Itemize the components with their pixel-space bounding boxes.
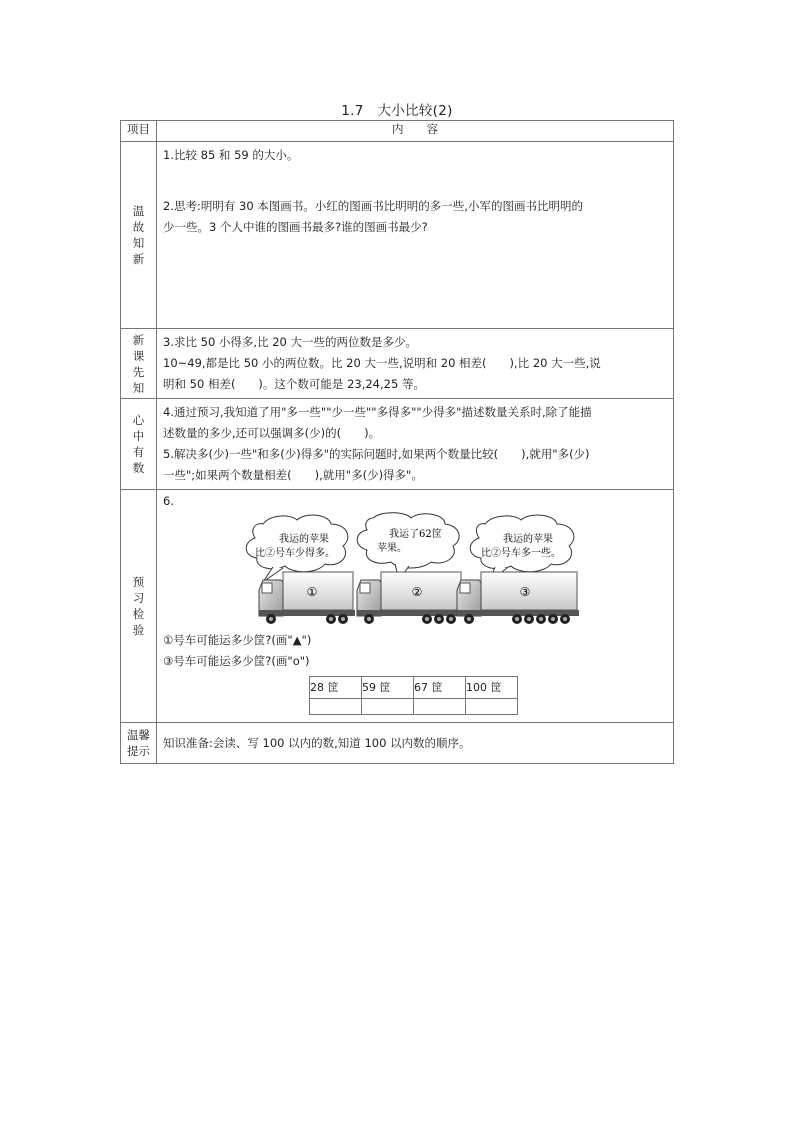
header-content: 内 容 xyxy=(157,121,674,142)
trucks-illustration xyxy=(163,512,668,630)
answer-cell[interactable] xyxy=(466,699,518,715)
question-4-line-1: 4.通过预习,我知道了用"多一些""少一些""多得多""少得多"描述数量关系时,除了能描 xyxy=(163,405,592,419)
row-label-new: 新 课 先 知 xyxy=(121,329,157,399)
truck-3-number: ③ xyxy=(519,585,531,599)
question-2-line-2: 少一些。3 个人中谁的图画书最多?谁的图画书最少? xyxy=(163,220,428,234)
header-item: 项目 xyxy=(121,121,157,142)
speech-bubble-2 xyxy=(357,513,459,580)
row-mind xyxy=(121,399,674,490)
bubble-1-line-2: 比②号车少得多。 xyxy=(255,548,335,559)
question-1: 1.比较 85 和 59 的大小。 xyxy=(163,148,299,162)
row-content-review xyxy=(157,142,674,329)
header-row xyxy=(121,121,674,142)
question-2-line-1: 2.思考:明明有 30 本图画书。小红的图画书比明明的多一些,小军的图画书比明明的 xyxy=(163,199,583,213)
row-content-preview xyxy=(157,490,674,723)
option-28: 28 筐 xyxy=(310,677,362,699)
truck-2 xyxy=(357,572,463,624)
truck-2-number: ② xyxy=(411,585,423,599)
row-label-mind: 心 中 有 数 xyxy=(121,399,157,490)
row-content-tip xyxy=(157,723,674,764)
tip-text: 知识准备:会读、写 100 以内的数,知道 100 以内数的顺序。 xyxy=(163,735,471,750)
question-3-line-1: 3.求比 50 小得多,比 20 大一些的两位数是多少。 xyxy=(163,335,418,349)
answer-cell[interactable] xyxy=(414,699,466,715)
question-6: 6. xyxy=(163,494,174,508)
row-label-tip: 温馨 提示 xyxy=(121,723,157,764)
row-content-new xyxy=(157,329,674,399)
answer-cell[interactable] xyxy=(362,699,414,715)
bubble-1-line-1: 我运的苹果 xyxy=(279,534,329,545)
row-preview xyxy=(121,490,674,723)
sub-question-1: ①号车可能运多少筐?(画"▲") xyxy=(163,633,312,647)
question-5-line-2: 一些";如果两个数量相差( ),就用"多(少)得多"。 xyxy=(163,468,423,482)
page-title: 1.7 大小比较(2) xyxy=(341,103,453,119)
question-5-line-1: 5.解决多(少)一些"和多(少)得多"的实际问题时,如果两个数量比较( ),就用"多(少) xyxy=(163,447,590,461)
truck-3 xyxy=(457,572,579,624)
bubble-3-line-2: 比②号车多一些。 xyxy=(481,548,561,559)
row-review xyxy=(121,142,674,329)
option-67: 67 筐 xyxy=(414,677,466,699)
sub-question-2: ③号车可能运多少筐?(画"o") xyxy=(163,654,310,668)
bubble-2-line-2: 苹果。 xyxy=(377,543,407,554)
trucks-svg xyxy=(163,512,673,630)
row-new xyxy=(121,329,674,399)
truck-1 xyxy=(259,572,355,624)
question-3-line-2: 10~49,都是比 50 小的两位数。比 20 大一些,说明和 20 相差( ),比 20 大一些,说 xyxy=(163,356,601,370)
question-3-line-3: 明和 50 相差( )。这个数可能是 23,24,25 等。 xyxy=(163,377,425,391)
row-label-preview: 预 习 检 验 xyxy=(121,490,157,723)
bubble-3-line-1: 我运的苹果 xyxy=(503,534,553,545)
lesson-table xyxy=(120,120,674,764)
row-label-review: 温 故 知 新 xyxy=(121,142,157,329)
truck-1-number: ① xyxy=(306,585,318,599)
row-tip xyxy=(121,723,674,764)
option-59: 59 筐 xyxy=(362,677,414,699)
row-content-mind xyxy=(157,399,674,490)
bubble-2-line-1: 我运了62筐 xyxy=(389,529,442,540)
answer-cell[interactable] xyxy=(310,699,362,715)
question-4-line-2: 述数量的多少,还可以强调多(少)的( )。 xyxy=(163,426,381,440)
option-100: 100 筐 xyxy=(466,677,518,699)
options-table xyxy=(309,676,518,715)
